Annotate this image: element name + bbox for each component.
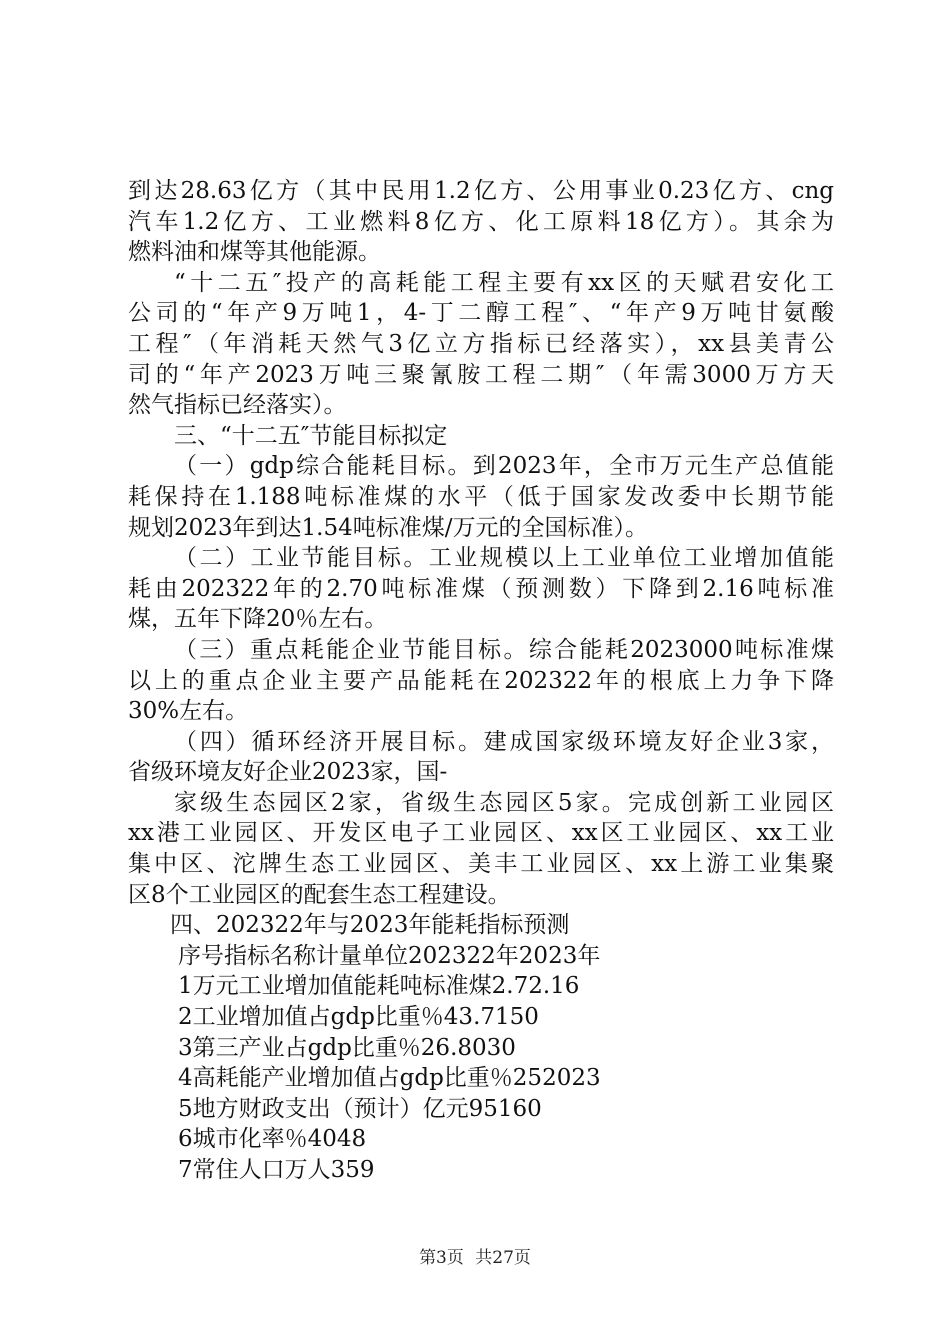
text-line: （四）循环经济开展目标。建成国家级环境友好企业3家， <box>174 728 834 755</box>
text-line: 到达28.63亿方（其中民用1.2亿方、公用事业0.23亿方、cng <box>128 178 834 204</box>
text-line: 然气指标已经落实）。 <box>128 392 347 419</box>
text-line: “十二五″投产的高耗能工程主要有xx区的天赋君安化工 <box>174 269 834 296</box>
table-row-line: 7常住人口万人359 <box>178 1157 375 1183</box>
text-line: 耗保持在1.188吨标准煤的水平（低于国家发改委中长期节能 <box>128 483 834 510</box>
text-line: 公司的“年产9万吨1，4-丁二醇工程″、“年产9万吨甘氨酸 <box>128 300 834 327</box>
text-line: 区8个工业园区的配套生态工程建设。 <box>128 881 511 908</box>
section-heading: 四、202322年与2023年能耗指标预测 <box>170 912 570 939</box>
text-line: 家级生态园区2家，省级生态园区5家。完成创新工业园区 <box>174 789 834 816</box>
table-row-line: 1万元工业增加值能耗吨标准煤2.72.16 <box>178 973 580 1000</box>
text-line: 集中区、沱牌生态工业园区、美丰工业园区、xx上游工业集聚 <box>128 851 834 878</box>
text-line: 耗由202322年的2.70吨标准煤（预测数）下降到2.16吨标准 <box>128 575 834 602</box>
text-line: 规划2023年到达1.54吨标准煤/万元的全国标准）。 <box>128 514 648 541</box>
table-header-line: 序号指标名称计量单位202322年2023年 <box>178 942 601 969</box>
table-row-line: 5地方财政支出（预计）亿元95160 <box>178 1095 542 1122</box>
text-line: （二）工业节能目标。工业规模以上工业单位工业增加值能 <box>174 545 834 572</box>
section-heading: 三、“十二五″节能目标拟定 <box>174 422 448 449</box>
page-number: 第3页 <box>419 1248 464 1268</box>
text-line: xx港工业园区、开发区电子工业园区、xx区工业园区、xx工业 <box>128 820 834 847</box>
text-line: （三）重点耗能企业节能目标。综合能耗2023000吨标准煤 <box>174 636 834 663</box>
document-body <box>128 176 834 1186</box>
text-line: 司的“年产2023万吨三聚氰胺工程二期″（年需3000万方天 <box>128 361 834 388</box>
text-line: 工程″（年消耗天然气3亿立方指标已经落实），xx县美青公 <box>128 330 834 357</box>
table-row-line: 3第三产业占gdp比重％26.8030 <box>178 1034 516 1061</box>
text-line: 燃料油和煤等其他能源。 <box>128 239 381 266</box>
page-total: 共27页 <box>475 1248 531 1268</box>
table-row-line: 4高耗能产业增加值占gdp比重％252023 <box>178 1065 601 1092</box>
table-row-line: 2工业增加值占gdp比重％43.7150 <box>178 1004 539 1031</box>
text-line: 以上的重点企业主要产品能耗在202322年的根底上力争下降 <box>128 667 834 694</box>
text-line: 省级环境友好企业2023家，国- <box>128 759 448 786</box>
text-line: （一）gdp综合能耗目标。到2023年，全市万元生产总值能 <box>174 453 834 480</box>
table-row-line: 6城市化率％4048 <box>178 1126 367 1153</box>
text-line: 30%左右。 <box>128 698 249 725</box>
text-line: 煤，五年下降20％左右。 <box>128 606 388 633</box>
text-line: 汽车1.2亿方、工业燃料8亿方、化工原料18亿方）。其余为 <box>128 208 834 235</box>
page-footer <box>0 1243 950 1268</box>
